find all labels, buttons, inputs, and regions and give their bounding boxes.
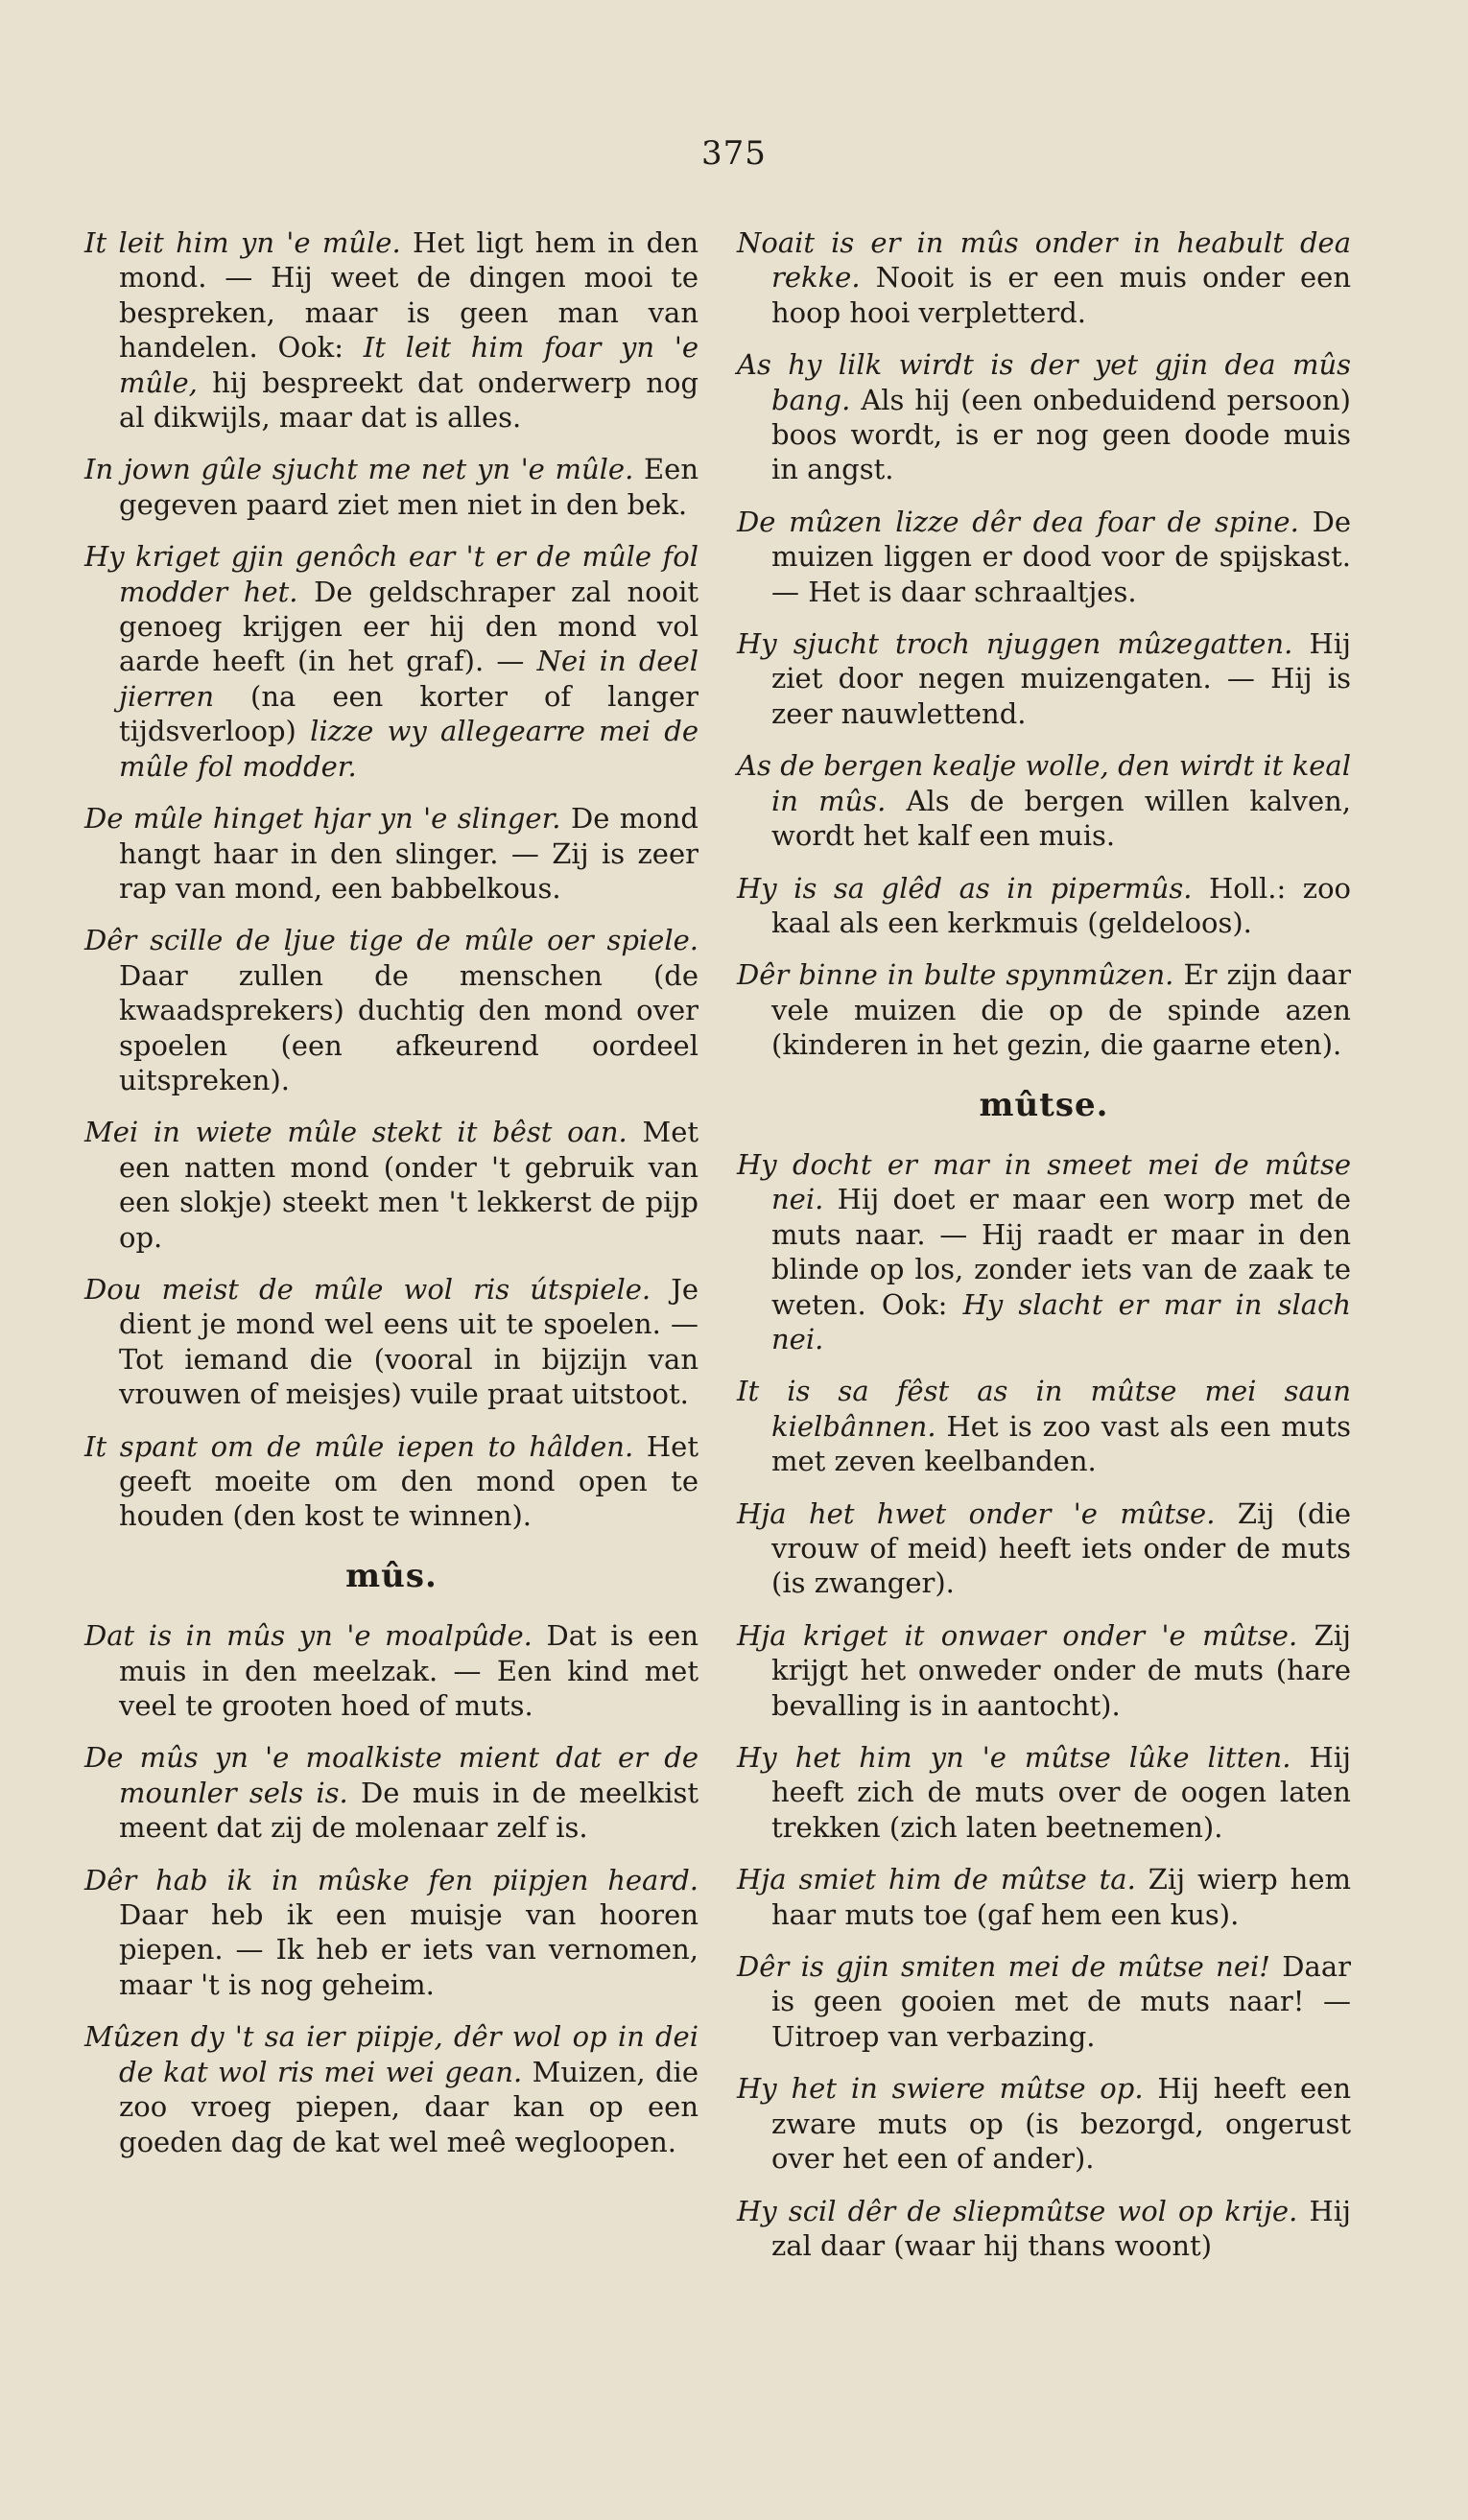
- right-entries-group-1: [737, 225, 1351, 1063]
- entry: Hja smiet him de mûtse ta. Zij wierp hem haar muts toe (gaf hem een kus).: [737, 1863, 1351, 1931]
- left-entries-group-2: [84, 1618, 698, 2159]
- right-entries-group-2: [737, 1147, 1351, 2263]
- entry: Mûzen dy 't sa ier piipje, dêr wol op in dei de kat wol ris mei wei gean. Muizen, die zoo vroeg piepen, daar kan op een goeden dag de kat wel meê wegloopen.: [84, 2020, 698, 2158]
- entry: It spant om de mûle iepen to hâlden. Het geeft moeite om den mond open te houden (den kost te winnen).: [84, 1429, 698, 1533]
- entry: Hy sjucht troch njuggen mûzegatten. Hij ziet door negen muizengaten. — Hij is zeer nauwlettend.: [737, 627, 1352, 730]
- entry: Hy docht er mar in smeet mei de mûtse nei. Hij doet er maar een worp met de muts naar. — Hij raadt er maar in den blinde op los, zonder iets van de zaak te weten. Ook: Hy slacht er mar in slach nei.: [737, 1147, 1351, 1355]
- section-heading-mutse: mûtse.: [979, 1085, 1109, 1124]
- entry: In jown gûle sjucht me net yn 'e mûle. Een gegeven paard ziet men niet in den bek.: [84, 453, 698, 521]
- section-heading-mus: mûs.: [345, 1556, 438, 1595]
- entry: It is sa fêst as in mûtse mei saun kielbânnen. Het is zoo vast als een muts met zeven keelbanden.: [737, 1375, 1352, 1478]
- entry: Hja kriget it onwaer onder 'e mûtse. Zij krijgt het onweder onder de muts (hare bevalling is in aantocht).: [737, 1618, 1351, 1722]
- entry: Hy is sa glêd as in pipermûs. Holl.: zoo kaal als een kerkmuis (geldeloos).: [737, 871, 1351, 939]
- entry: Dat is in mûs yn 'e moalpûde. Dat is een muis in den meelzak. — Een kind met veel te grooten hoed of muts.: [84, 1619, 699, 1723]
- left-column: [84, 225, 698, 2177]
- entry: Hja het hwet onder 'e mûtse. Zij (die vrouw of meid) heeft iets onder de muts (is zwanger).: [737, 1496, 1351, 1600]
- entry: As hy lilk wirdt is der yet gjin dea mûs bang. Als hij (een onbeduidend persoon) boos wordt, is er nog geen doode muis in angst.: [737, 348, 1351, 486]
- page-number: 375: [701, 134, 767, 173]
- entry: Dêr hab ik in mûske fen piipjen heard. Daar heb ik een muisje van hooren piepen. — Ik heb er iets van vernomen, maar 't is nog geheim.: [84, 1863, 698, 2001]
- entry: Mei in wiete mûle stekt it bêst oan. Met een natten mond (onder 't gebruik van een slokje) steekt men 't lekkerst de pijp op.: [84, 1116, 699, 1254]
- right-column: [737, 225, 1351, 2280]
- entry: It leit him yn 'e mûle. Het ligt hem in den mond. — Hij weet de dingen mooi te bespreken, maar is geen man van handelen. Ook: It leit him foar yn 'e mûle, hij bespreekt dat onderwerp nog al dikwijls, maar dat is alles.: [84, 226, 699, 435]
- entry: Hy kriget gjin genôch ear 't er de mûle fol modder het. De geldschraper zal nooit genoeg krijgen eer hij den mond vol aarde heeft (in het graf). — Nei in deel jierren (na een korter of langer tijdsverloop) lizze wy allegearre mei de mûle fol modder.: [84, 540, 699, 783]
- entry: Hy het him yn 'e mûtse lûke litten. Hij heeft zich de muts over de oogen laten trekken (zich laten beetnemen).: [737, 1741, 1352, 1844]
- entry: Hy scil dêr de sliepmûtse wol op krije. Hij zal daar (waar hij thans woont): [737, 2194, 1352, 2262]
- entry: Dou meist de mûle wol ris útspiele. Je dient je mond wel eens uit te spoelen. — Tot iemand die (vooral in bijzijn van vrouwen of meisjes) vuile praat uitstoot.: [84, 1272, 698, 1411]
- entry: Noait is er in mûs onder in heabult dea rekke. Nooit is er een muis onder een hoop hooi verpletterd.: [737, 226, 1351, 329]
- entry: De mûle hinget hjar yn 'e slinger. De mond hangt haar in den slinger. — Zij is zeer rap van mond, een babbelkous.: [84, 802, 698, 905]
- entry: Dêr binne in bulte spynmûzen. Er zijn daar vele muizen die op de spinde azen (kinderen in het gezin, die gaarne eten).: [737, 958, 1352, 1062]
- entry: De mûs yn 'e moalkiste mient dat er de mounler sels is. De muis in de meelkist meent dat zij de molenaar zelf is.: [84, 1741, 699, 1845]
- entry: As de bergen kealje wolle, den wirdt it keal in mûs. Als de bergen willen kalven, wordt het kalf een muis.: [737, 749, 1351, 853]
- entry: Dêr scille de ljue tige de mûle oer spiele. Daar zullen de menschen (de kwaadsprekers) duchtig den mond over spoelen (een afkeurend oordeel uitspreken).: [84, 924, 698, 1096]
- entry: Dêr is gjin smiten mei de mûtse nei! Daar is geen gooien met de muts naar! — Uitroep van verbazing.: [737, 1950, 1351, 2053]
- entry: De mûzen lizze dêr dea foar de spine. De muizen liggen er dood voor de spijskast. — Het is daar schraaltjes.: [737, 505, 1352, 608]
- entry: Hy het in swiere mûtse op. Hij heeft een zware muts op (is bezorgd, ongerust over het een of ander).: [737, 2072, 1352, 2176]
- left-entries-group-1: [84, 225, 698, 1534]
